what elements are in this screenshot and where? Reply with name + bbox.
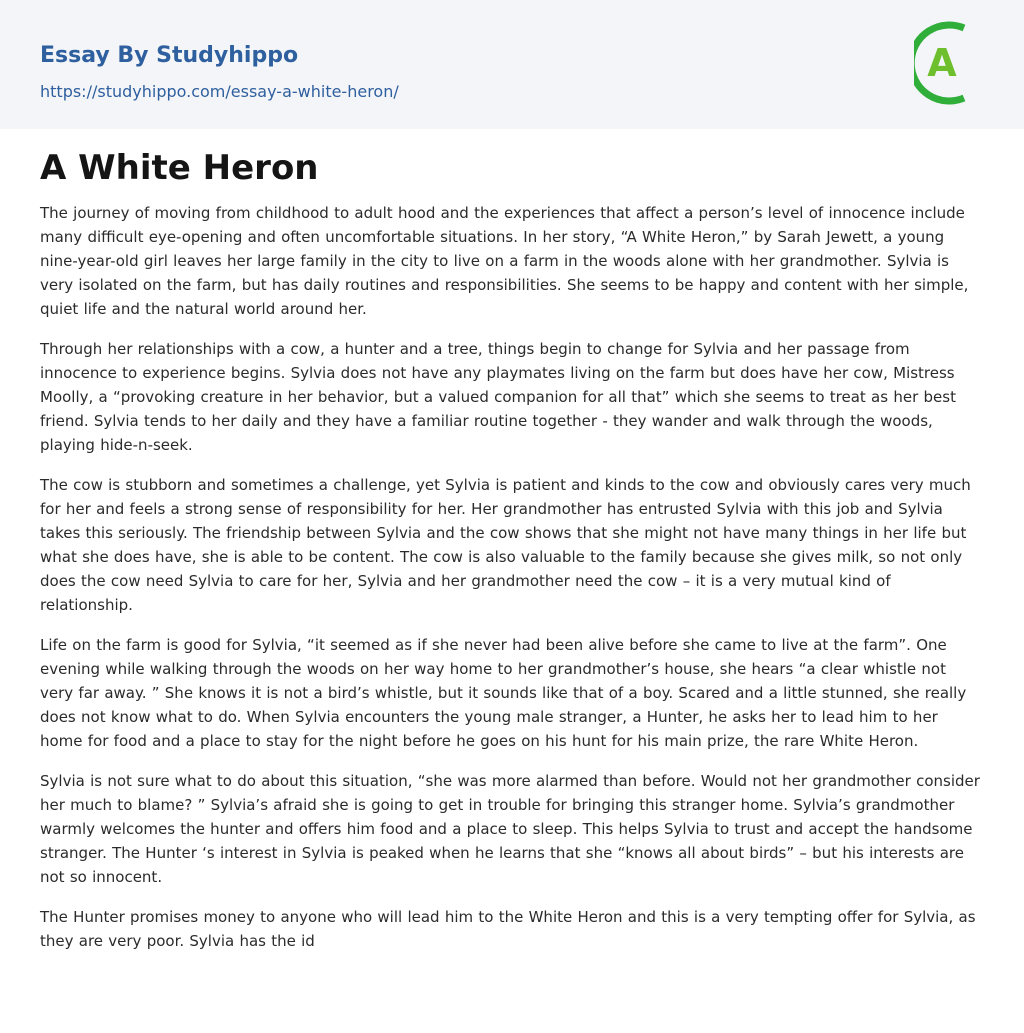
brand-title: Essay By Studyhippo	[40, 43, 299, 68]
logo-svg	[914, 20, 984, 106]
essay-paragraph-1: The journey of moving from childhood to adult hood and the experiences that affect a person’s level of innocence include many difficult eye-opening and often uncomfortable situations. In her story, “A White Heron,” by Sarah Jewett, a young nine-year-old girl leaves her large family in the city to live on a farm in the woods alone with her grandmother. Sylvia is very isolated on the farm, but has daily routines and responsibilities. She seems to be happy and content with her simple, quiet life and the natural world around her.	[40, 204, 969, 318]
essay-content	[0, 129, 1024, 953]
essay-url-link[interactable]: https://studyhippo.com/essay-a-white-heron/	[40, 82, 399, 101]
site-header	[0, 0, 1024, 129]
essay-paragraph-2: Through her relationships with a cow, a hunter and a tree, things begin to change for Sylvia and her passage from innocence to experience begins. Sylvia does not have any playmates living on the farm but does have her cow, Mistress Moolly, a “provoking creature in her behavior, but a valued companion for all that” which she seems to treat as her best friend. Sylvia tends to her daily and they have a familiar routine together - they wander and walk through the woods, playing hide-n-seek.	[40, 340, 956, 454]
essay-title: A White Heron	[40, 148, 319, 188]
studyhippo-logo-icon[interactable]	[914, 20, 984, 106]
essay-paragraph-4: Life on the farm is good for Sylvia, “it seemed as if she never had been alive before she came to live at the farm”. One evening while walking through the woods on her way home to her grandmother’s house, she hears “a clear whistle not very far away. ” She knows it is not a bird’s whistle, but it sounds like that of a boy. Scared and a little stunned, she really does not know what to do. When Sylvia encounters the young male stranger, a Hunter, he asks her to lead him to her home for food and a place to stay for the night before he goes on his hunt for his main prize, the rare White Heron.	[40, 636, 967, 750]
essay-paragraph-3: The cow is stubborn and sometimes a challenge, yet Sylvia is patient and kinds to the cow and obviously cares very much for her and feels a strong sense of responsibility for her. Her grandmother has entrusted Sylvia with this job and Sylvia takes this seriously. The friendship between Sylvia and the cow shows that she might not have many things in her life but what she does have, she is able to be content. The cow is also valuable to the family because she gives milk, so not only does the cow need Sylvia to care for her, Sylvia and her grandmother need the cow – it is a very mutual kind of relationship.	[40, 476, 971, 614]
logo-letter: A	[927, 41, 957, 85]
essay-paragraph-5: Sylvia is not sure what to do about this situation, “she was more alarmed than before. Would not her grandmother consider her much to blame? ” Sylvia’s afraid she is going to get in trouble for bringing this stranger home. Sylvia’s grandmother warmly welcomes the hunter and offers him food and a place to sleep. This helps Sylvia to trust and accept the handsome stranger. The Hunter ‘s interest in Sylvia is peaked when he learns that she “knows all about birds” – but his interests are not so innocent.	[40, 772, 980, 886]
essay-paragraph-6: The Hunter promises money to anyone who will lead him to the White Heron and this is a very tempting offer for Sylvia, as they are very poor. Sylvia has the id	[40, 908, 976, 950]
